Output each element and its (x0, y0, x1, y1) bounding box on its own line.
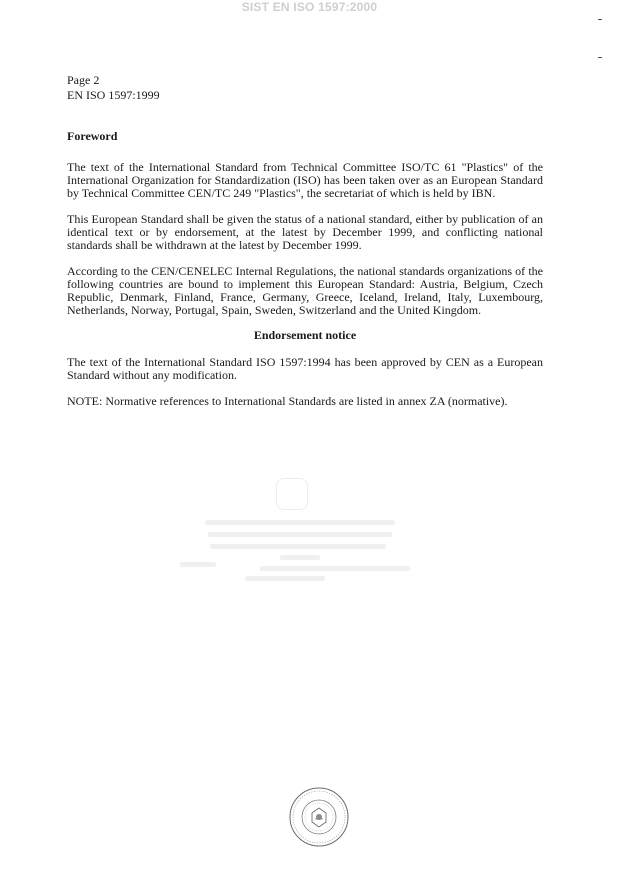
endorsement-heading: Endorsement notice (253, 328, 357, 342)
faded-logo-icon (276, 478, 308, 510)
document-body (67, 130, 543, 421)
faded-stamp-ghost (160, 478, 460, 598)
foreword-heading: Foreword (67, 129, 118, 143)
standard-id: EN ISO 1597:1999 (67, 88, 160, 102)
page-header (67, 73, 160, 103)
foreword-paragraph: This European Standard shall be given the status of a national standard, either by publication of an identical text or by endorsement, at the latest by December 1999, and conflicting national standards shall be withdrawn at the latest by December 1999. (67, 212, 543, 252)
page-number: Page 2 (67, 73, 100, 87)
watermark: SIST EN ISO 1597:2000 (241, 0, 378, 14)
scan-mark (598, 19, 602, 20)
foreword-paragraph: The text of the International Standard from Technical Committee ISO/TC 61 "Plastics" of the International Organization for Standardization (ISO) has been taken over as an European Standard by Technical Committee CEN/TC 249 "Plastics", the secretariat of which is held by IBN. (67, 160, 543, 200)
scan-mark (598, 57, 602, 58)
foreword-paragraph: According to the CEN/CENELEC Internal Regulations, the national standards organizations of the following countries are bound to implement this European Standard: Austria, Belgium, Czech Republic, Denmark, Finland, France, Germany, Greece, Iceland, Ireland, Italy, Luxembourg, Netherlands, Norway, Portugal, Spain, Sweden, Switzerland and the United Kingdom. (67, 264, 543, 317)
endorsement-paragraph: The text of the International Standard ISO 1597:1994 has been approved by CEN as a European Standard without any modification. (67, 355, 543, 382)
endorsement-note: NOTE: Normative references to International Standards are listed in annex ZA (normative). (67, 394, 508, 408)
official-stamp-seal (288, 786, 350, 848)
